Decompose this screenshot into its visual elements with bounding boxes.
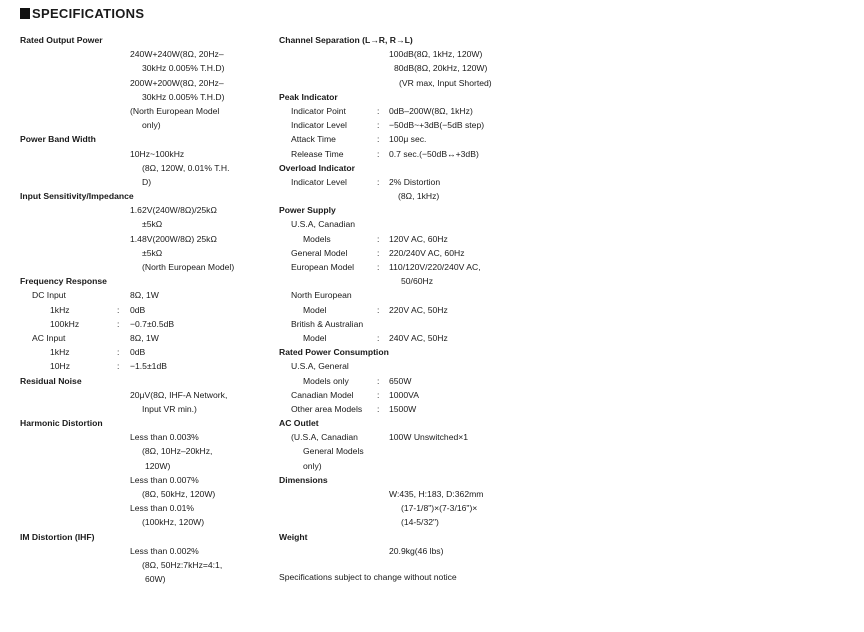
spec-row [20, 459, 270, 473]
spec-row [279, 459, 569, 473]
spec-row [279, 189, 569, 203]
spec-row [279, 501, 569, 515]
spec-value: (VR max, Input Shorted) [399, 77, 492, 88]
spec-value: 2% Distortion [389, 176, 441, 187]
spec-row [20, 175, 270, 189]
spec-row [279, 402, 569, 416]
spec-row [279, 444, 569, 458]
spec-value: 60W) [145, 574, 166, 585]
spec-heading [20, 33, 270, 47]
spec-sub-label: only) [303, 460, 322, 471]
spec-value: (100kHz, 120W) [142, 517, 205, 528]
spec-value: 80dB(8Ω, 20kHz, 120W) [394, 63, 488, 74]
spec-row [20, 203, 270, 217]
spec-value: 30kHz 0.005% T.H.D) [142, 63, 225, 74]
square-bullet-icon [20, 8, 30, 19]
spec-row [279, 76, 569, 90]
spec-row [20, 487, 270, 501]
spec-value: 8Ω, 1W [130, 332, 159, 343]
spec-row [279, 515, 569, 529]
spec-colon: : [117, 318, 120, 329]
spec-row [20, 161, 270, 175]
spec-row [20, 388, 270, 402]
spec-value: (8Ω, 50kHz, 120W) [142, 489, 216, 499]
spec-row [20, 104, 270, 118]
spec-row [20, 331, 270, 345]
spec-value: D) [142, 176, 152, 187]
spec-heading [279, 90, 569, 104]
spec-row [20, 260, 270, 274]
spec-value: only) [142, 120, 161, 131]
spec-heading [20, 274, 270, 288]
spec-row [20, 76, 270, 90]
spec-sub-label: 100kHz [50, 318, 80, 329]
spec-value: Less than 0.007% [130, 474, 199, 485]
footnote: Specifications subject to change without notice [279, 572, 457, 582]
spec-value: 1000VA [389, 389, 419, 400]
spec-row [20, 147, 270, 161]
spec-heading [20, 416, 270, 430]
spec-sub-label: U.S.A, General [291, 361, 349, 372]
specs-left-column [20, 33, 270, 586]
spec-value: 100W Unswitched×1 [389, 432, 469, 443]
spec-heading [279, 530, 569, 544]
spec-colon: : [377, 332, 380, 343]
spec-row [20, 232, 270, 246]
spec-row [20, 515, 270, 529]
spec-sub-label: Model [303, 332, 327, 343]
spec-value: 50/60Hz [401, 276, 434, 287]
spec-sub-label: Release Time [291, 148, 344, 159]
spec-row [279, 118, 569, 132]
spec-sub-label: General Model [291, 247, 348, 258]
spec-colon: : [117, 304, 120, 315]
spec-row [279, 430, 569, 444]
spec-value: Less than 0.01% [130, 503, 195, 514]
spec-sub-label: European Model [291, 262, 355, 272]
spec-row [20, 501, 270, 515]
spec-heading-text: Input Sensitivity/Impedance [20, 191, 134, 202]
spec-heading [279, 345, 569, 359]
spec-row [20, 572, 270, 586]
spec-colon: : [117, 347, 120, 358]
spec-value: 10Hz~100kHz [130, 148, 185, 159]
spec-row [279, 147, 569, 161]
spec-heading-text: Overload Indicator [279, 162, 355, 173]
spec-row [279, 217, 569, 231]
spec-row [279, 47, 569, 61]
spec-value: 1.62V(240W/8Ω)/25kΩ [130, 205, 217, 216]
spec-value: 30kHz 0.005% T.H.D) [142, 91, 225, 102]
spec-value: −0.7±0.5dB [130, 318, 175, 329]
title-text: SPECIFICATIONS [32, 6, 145, 21]
spec-value: (8Ω, 1kHz) [398, 191, 440, 202]
spec-colon: : [377, 304, 380, 315]
spec-sub-label: General Models [303, 446, 364, 457]
spec-colon: : [377, 105, 380, 116]
spec-row [279, 61, 569, 75]
spec-colon: : [377, 134, 380, 145]
spec-heading [20, 189, 270, 203]
spec-heading [279, 416, 569, 430]
spec-value: 20μV(8Ω, IHF-A Network, [130, 389, 228, 400]
spec-row [279, 288, 569, 302]
spec-value: 100μ sec. [389, 134, 427, 145]
spec-row [279, 374, 569, 388]
spec-row [20, 359, 270, 373]
spec-row [20, 61, 270, 75]
spec-heading-text: Power Supply [279, 205, 336, 216]
spec-heading-text: Power Band Width [20, 134, 96, 145]
spec-colon: : [377, 233, 380, 244]
spec-heading-text: IM Distortion (IHF) [20, 531, 95, 542]
spec-heading-text: Rated Power Consumption [279, 347, 389, 358]
spec-value: 0.7 sec.(−50dB↔+3dB) [389, 148, 479, 159]
spec-heading [20, 530, 270, 544]
spec-row [20, 444, 270, 458]
spec-colon: : [377, 120, 380, 131]
spec-heading-text: Weight [279, 531, 308, 542]
spec-value: 650W [389, 375, 412, 386]
spec-value: 1500W [389, 403, 417, 414]
spec-value: 20.9kg(46 lbs) [389, 545, 444, 556]
spec-row [279, 104, 569, 118]
spec-value: ±5kΩ [142, 219, 163, 230]
spec-colon: : [377, 262, 380, 272]
spec-heading [279, 33, 569, 47]
spec-value: (North European Model [130, 105, 220, 116]
spec-heading-text: Harmonic Distortion [20, 418, 103, 429]
spec-value: 240W+240W(8Ω, 20Hz– [130, 49, 224, 60]
spec-sub-label: Indicator Point [291, 105, 346, 116]
spec-row [279, 317, 569, 331]
spec-row [279, 260, 569, 274]
spec-row [279, 246, 569, 260]
spec-colon: : [377, 176, 380, 187]
spec-value: 200W+200W(8Ω, 20Hz– [130, 77, 224, 88]
spec-row [20, 118, 270, 132]
spec-row [279, 132, 569, 146]
spec-heading-text: Residual Noise [20, 375, 82, 386]
spec-row [279, 331, 569, 345]
spec-row [20, 345, 270, 359]
spec-row [279, 487, 569, 501]
spec-value: (8Ω, 50Hz:7kHz=4:1, [142, 559, 223, 570]
spec-value: 220/240V AC, 60Hz [389, 247, 465, 258]
spec-sub-label: Models [303, 233, 331, 244]
spec-value: 120W) [145, 460, 171, 471]
spec-value: 220V AC, 50Hz [389, 304, 448, 315]
spec-colon: : [377, 148, 380, 159]
spec-row [20, 217, 270, 231]
spec-colon: : [377, 247, 380, 258]
spec-row [279, 388, 569, 402]
spec-value: W:435, H:183, D:362mm [389, 489, 484, 499]
spec-row [20, 317, 270, 331]
spec-row [279, 544, 569, 558]
spec-row [20, 288, 270, 302]
spec-sub-label: Indicator Level [291, 176, 347, 187]
spec-value: (North European Model) [142, 262, 235, 272]
spec-value: (14-5/32") [401, 517, 439, 528]
spec-value: 100dB(8Ω, 1kHz, 120W) [389, 49, 483, 60]
spec-value: Less than 0.002% [130, 545, 199, 556]
spec-value: Less than 0.003% [130, 432, 199, 443]
spec-value: (8Ω, 10Hz–20kHz, [142, 446, 213, 457]
spec-row [20, 430, 270, 444]
spec-row [279, 274, 569, 288]
spec-sub-label: Indicator Level [291, 120, 347, 131]
spec-row [279, 303, 569, 317]
spec-sub-label: Models only [303, 375, 349, 386]
spec-sub-label: (U.S.A, Canadian [291, 432, 358, 443]
spec-heading [20, 374, 270, 388]
spec-sub-label: Model [303, 304, 327, 315]
spec-colon: : [377, 375, 380, 386]
specs-right-column [279, 33, 569, 558]
spec-row [20, 473, 270, 487]
spec-heading [279, 161, 569, 175]
spec-value: (17-1/8")×(7-3/16")× [401, 503, 478, 514]
spec-row [20, 47, 270, 61]
spec-sub-label: 10Hz [50, 361, 71, 372]
spec-value: 240V AC, 50Hz [389, 332, 448, 343]
spec-heading-text: Channel Separation (L→R, R→L) [279, 35, 413, 45]
spec-row [20, 402, 270, 416]
spec-value: ±5kΩ [142, 247, 163, 258]
spec-row [279, 175, 569, 189]
spec-value: 0dB [130, 304, 146, 315]
spec-value: (8Ω, 120W, 0.01% T.H. [142, 162, 230, 173]
spec-row [20, 558, 270, 572]
spec-heading-text: Peak Indicator [279, 91, 338, 102]
spec-sub-label: Other area Models [291, 403, 363, 414]
spec-colon: : [377, 389, 380, 400]
spec-row [20, 303, 270, 317]
spec-value: −50dB~+3dB(−5dB step) [389, 120, 485, 131]
spec-heading [279, 203, 569, 217]
spec-heading-text: Rated Output Power [20, 35, 103, 45]
spec-value: 120V AC, 60Hz [389, 233, 448, 244]
spec-heading-text: Frequency Response [20, 276, 107, 287]
spec-sub-label: Canadian Model [291, 389, 354, 400]
spec-sub-label: British & Australian [291, 318, 364, 329]
spec-sub-label: 1kHz [50, 304, 70, 315]
spec-value: 0dB–200W(8Ω, 1kHz) [389, 105, 473, 116]
spec-row [20, 246, 270, 260]
spec-sub-label: North European [291, 290, 352, 301]
spec-row [279, 232, 569, 246]
spec-heading-text: Dimensions [279, 474, 328, 485]
page-title [20, 6, 144, 21]
spec-value: Input VR min.) [142, 403, 197, 414]
spec-value: 0dB [130, 347, 146, 358]
spec-row [20, 544, 270, 558]
spec-value: −1.5±1dB [130, 361, 167, 372]
spec-sub-label: DC Input [32, 290, 66, 301]
spec-sub-label: 1kHz [50, 347, 70, 358]
spec-heading [279, 473, 569, 487]
spec-heading [20, 132, 270, 146]
spec-value: 8Ω, 1W [130, 290, 159, 301]
spec-sub-label: U.S.A, Canadian [291, 219, 356, 230]
spec-sub-label: AC Input [32, 332, 66, 343]
spec-row [20, 90, 270, 104]
spec-value: 1.48V(200W/8Ω) 25kΩ [130, 233, 217, 244]
spec-colon: : [377, 403, 380, 414]
spec-heading-text: AC Outlet [279, 418, 319, 429]
spec-colon: : [117, 361, 120, 372]
spec-row [279, 359, 569, 373]
spec-sub-label: Attack Time [291, 134, 336, 145]
spec-value: 110/120V/220/240V AC, [389, 262, 481, 272]
